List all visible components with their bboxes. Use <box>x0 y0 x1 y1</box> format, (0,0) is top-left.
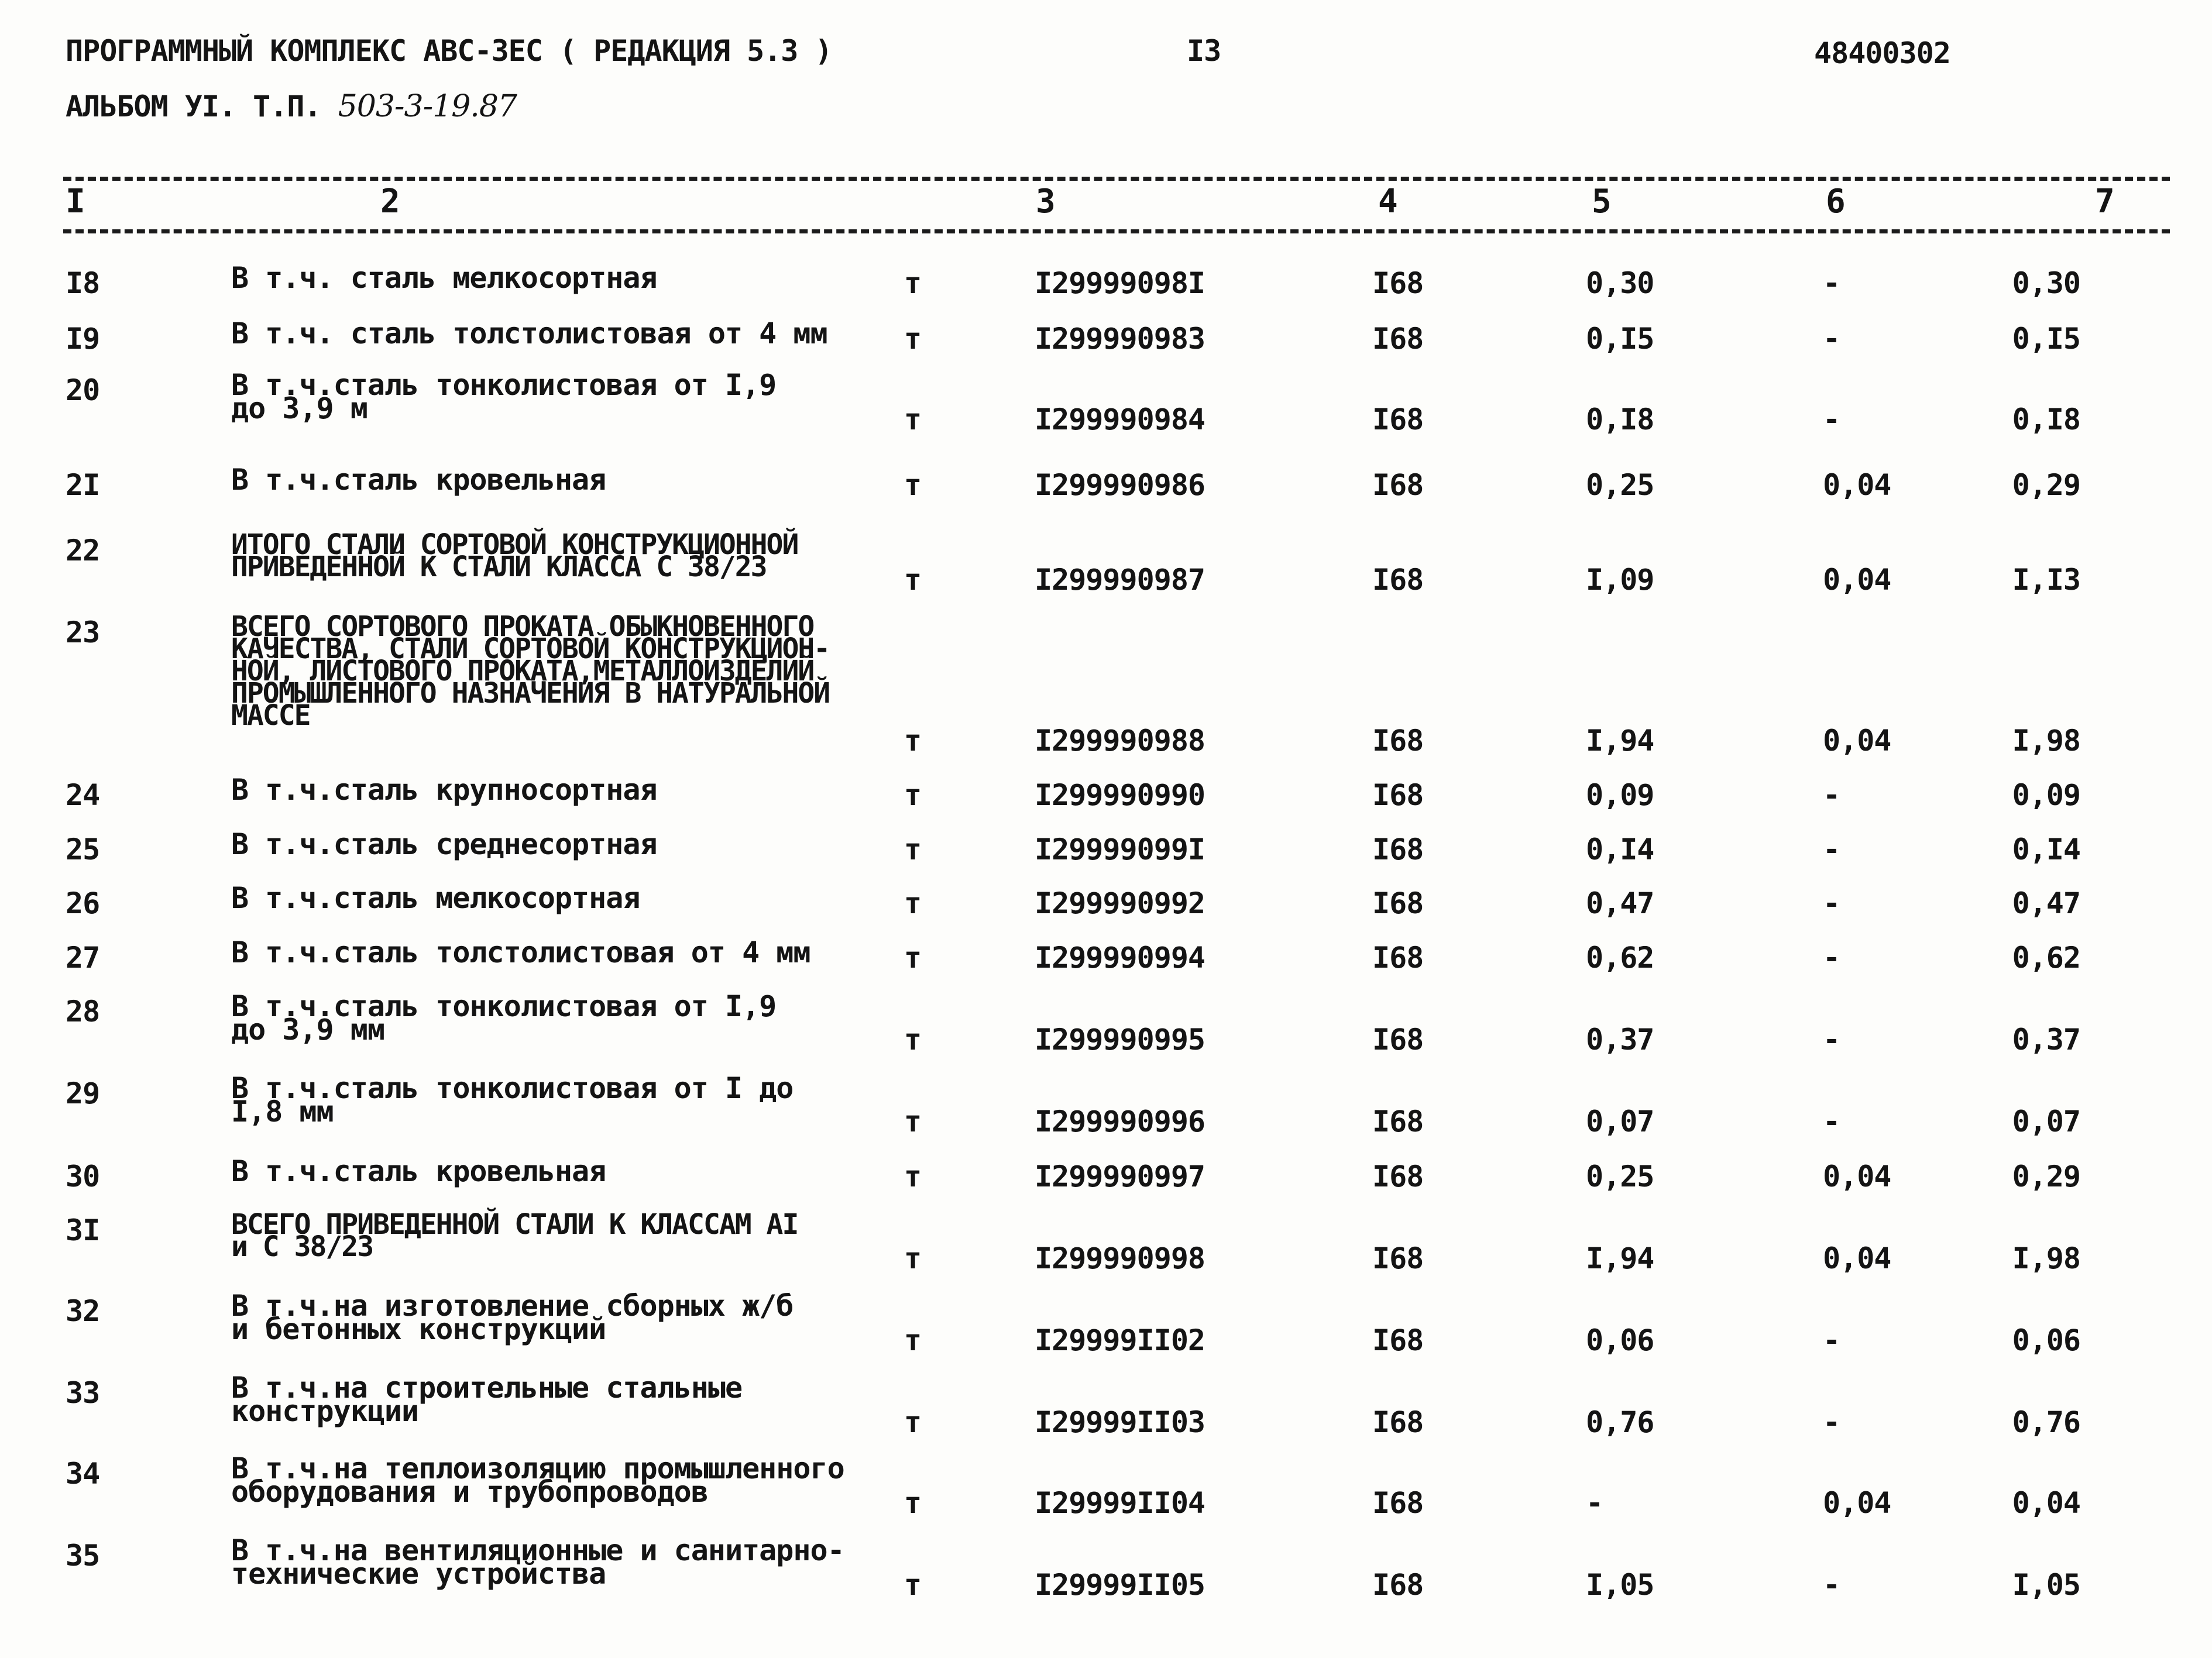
column-number-1: I <box>66 183 85 221</box>
code-cell: I29999II05 <box>1035 1568 1205 1602</box>
column-7-cell: I,I3 <box>2012 563 2080 597</box>
item-name: В т.ч.сталь тонколистовая от I,9 до 3,9 м <box>231 368 777 425</box>
column-5-cell: 0,37 <box>1586 1023 1654 1057</box>
column-5-cell: I,94 <box>1586 1241 1654 1275</box>
column-number-5: 5 <box>1592 183 1612 221</box>
item-name: В т.ч.сталь среднесортная <box>231 827 657 861</box>
code-cell: I29999098I <box>1035 266 1205 300</box>
code-cell: I299990995 <box>1035 1023 1205 1057</box>
unit-cell: т <box>904 1405 922 1439</box>
row-number: 26 <box>66 886 100 920</box>
column-5-cell: 0,25 <box>1586 468 1654 502</box>
column-6-cell: - <box>1823 778 1840 812</box>
column-number-6: 6 <box>1826 183 1846 221</box>
handwritten-project-number: 503-3-19.87 <box>338 89 517 124</box>
unit-cell: т <box>904 724 922 758</box>
item-name: В т.ч.на строительные стальные конструкции <box>231 1371 743 1428</box>
document-code: 48400302 <box>1814 36 1950 70</box>
column-6-cell: - <box>1823 941 1840 975</box>
column-6-cell: - <box>1823 1105 1840 1138</box>
item-name: В т.ч. сталь толстолистовая от 4 мм <box>231 317 827 350</box>
code-cell: I299990994 <box>1035 941 1205 975</box>
column-6-cell: - <box>1823 403 1840 436</box>
unit-cell: т <box>904 1023 922 1057</box>
column-4-cell: I68 <box>1372 1023 1424 1057</box>
code-cell: I299990988 <box>1035 724 1205 758</box>
code-cell: I299990983 <box>1035 322 1205 356</box>
code-cell: I299990997 <box>1035 1160 1205 1193</box>
item-name: В т.ч.сталь тонколистовая от I,9 до 3,9 мм <box>231 989 777 1047</box>
column-5-cell: 0,I8 <box>1586 403 1654 436</box>
column-7-cell: I,98 <box>2012 1241 2080 1275</box>
column-6-cell: - <box>1823 886 1840 920</box>
code-cell: I29999099I <box>1035 833 1205 866</box>
item-name: В т.ч. сталь мелкосортная <box>231 261 657 295</box>
column-4-cell: I68 <box>1372 322 1424 356</box>
code-cell: I299990998 <box>1035 1241 1205 1275</box>
item-name: ИТОГО СТАЛИ СОРТОВОЙ КОНСТРУКЦИОННОЙ ПРИВЕДЕННОЙ К СТАЛИ КЛАССА С 38/23 <box>231 528 798 583</box>
column-4-cell: I68 <box>1372 1241 1424 1275</box>
column-5-cell: 0,30 <box>1586 266 1654 300</box>
item-name: В т.ч.сталь кровельная <box>231 463 606 497</box>
column-7-cell: 0,37 <box>2012 1023 2080 1057</box>
column-5-cell: 0,76 <box>1586 1405 1654 1439</box>
column-7-cell: 0,I4 <box>2012 833 2080 866</box>
unit-cell: т <box>904 1568 922 1602</box>
column-4-cell: I68 <box>1372 724 1424 758</box>
column-5-cell: I,94 <box>1586 724 1654 758</box>
column-5-cell: I,05 <box>1586 1568 1654 1602</box>
row-number: 28 <box>66 995 100 1028</box>
column-4-cell: I68 <box>1372 1405 1424 1439</box>
unit-cell: т <box>904 1241 922 1275</box>
unit-cell: т <box>904 1486 922 1520</box>
row-number: 33 <box>66 1376 100 1410</box>
column-4-cell: I68 <box>1372 778 1424 812</box>
row-number: 32 <box>66 1294 100 1328</box>
column-7-cell: 0,04 <box>2012 1486 2080 1520</box>
column-4-cell: I68 <box>1372 1323 1424 1357</box>
column-6-cell: - <box>1823 1323 1840 1357</box>
item-name: В т.ч.сталь тонколистовая от I до I,8 мм <box>231 1071 794 1129</box>
column-7-cell: I,98 <box>2012 724 2080 758</box>
column-4-cell: I68 <box>1372 563 1424 597</box>
row-number: 25 <box>66 833 100 866</box>
item-name: В т.ч.сталь мелкосортная <box>231 881 640 915</box>
unit-cell: т <box>904 322 922 356</box>
column-7-cell: 0,07 <box>2012 1105 2080 1138</box>
code-cell: I29999II03 <box>1035 1405 1205 1439</box>
unit-cell: т <box>904 833 922 866</box>
row-number: 24 <box>66 778 100 812</box>
item-name: В т.ч.на теплоизоляцию промышленного оборудования и трубопроводов <box>231 1451 844 1509</box>
column-7-cell: 0,62 <box>2012 941 2080 975</box>
column-6-cell: - <box>1823 1568 1840 1602</box>
item-name: В т.ч.на изготовление сборных ж/б и бетонных конструкций <box>231 1289 794 1346</box>
column-7-cell: 0,I5 <box>2012 322 2080 356</box>
code-cell: I299990996 <box>1035 1105 1205 1138</box>
column-number-2: 2 <box>380 183 400 221</box>
column-7-cell: 0,30 <box>2012 266 2080 300</box>
row-number: 2I <box>66 468 100 502</box>
column-4-cell: I68 <box>1372 468 1424 502</box>
column-4-cell: I68 <box>1372 886 1424 920</box>
code-cell: I299990987 <box>1035 563 1205 597</box>
row-number: I8 <box>66 266 100 300</box>
page-number: I3 <box>1187 34 1221 68</box>
column-6-cell: 0,04 <box>1823 1241 1891 1275</box>
column-7-cell: 0,09 <box>2012 778 2080 812</box>
column-6-cell: 0,04 <box>1823 1160 1891 1193</box>
row-number: 30 <box>66 1160 100 1193</box>
column-5-cell: 0,62 <box>1586 941 1654 975</box>
column-7-cell: I,05 <box>2012 1568 2080 1602</box>
code-cell: I29999II02 <box>1035 1323 1205 1357</box>
column-5-cell: 0,I5 <box>1586 322 1654 356</box>
code-cell: I299990990 <box>1035 778 1205 812</box>
column-6-cell: 0,04 <box>1823 1486 1891 1520</box>
column-6-cell: 0,04 <box>1823 724 1891 758</box>
unit-cell: т <box>904 886 922 920</box>
column-4-cell: I68 <box>1372 941 1424 975</box>
row-number: 34 <box>66 1457 100 1491</box>
unit-cell: т <box>904 1323 922 1357</box>
unit-cell: т <box>904 778 922 812</box>
code-cell: I299990992 <box>1035 886 1205 920</box>
column-6-cell: 0,04 <box>1823 563 1891 597</box>
column-5-cell: 0,09 <box>1586 778 1654 812</box>
column-5-cell: I,09 <box>1586 563 1654 597</box>
row-number: 27 <box>66 941 100 975</box>
column-7-cell: 0,29 <box>2012 1160 2080 1193</box>
unit-cell: т <box>904 1105 922 1138</box>
unit-cell: т <box>904 468 922 502</box>
item-name: В т.ч.сталь крупносортная <box>231 773 657 807</box>
column-7-cell: 0,I8 <box>2012 403 2080 436</box>
code-cell: I299990986 <box>1035 468 1205 502</box>
column-6-cell: 0,04 <box>1823 468 1891 502</box>
column-4-cell: I68 <box>1372 403 1424 436</box>
column-7-cell: 0,29 <box>2012 468 2080 502</box>
column-number-3: 3 <box>1036 183 1056 221</box>
column-4-cell: I68 <box>1372 1160 1424 1193</box>
column-7-cell: 0,47 <box>2012 886 2080 920</box>
unit-cell: т <box>904 563 922 597</box>
program-title: ПРОГРАММНЫЙ КОМПЛЕКС АВС-3ЕС ( РЕДАКЦИЯ 5.3 ) <box>66 34 832 68</box>
code-cell: I299990984 <box>1035 403 1205 436</box>
unit-cell: т <box>904 266 922 300</box>
row-number: 29 <box>66 1076 100 1110</box>
column-4-cell: I68 <box>1372 1568 1424 1602</box>
column-5-cell: 0,I4 <box>1586 833 1654 866</box>
row-number: 23 <box>66 615 100 649</box>
album-prefix: АЛЬБОМ УI. Т.П. <box>66 90 321 123</box>
row-number: 22 <box>66 534 100 567</box>
column-4-cell: I68 <box>1372 833 1424 866</box>
item-name: В т.ч.сталь кровельная <box>231 1154 606 1188</box>
column-number-7: 7 <box>2095 183 2115 221</box>
column-7-cell: 0,06 <box>2012 1323 2080 1357</box>
column-5-cell: 0,47 <box>1586 886 1654 920</box>
column-6-cell: - <box>1823 1405 1840 1439</box>
row-number: 3I <box>66 1213 100 1247</box>
column-5-cell: - <box>1586 1486 1603 1520</box>
unit-cell: т <box>904 403 922 436</box>
column-4-cell: I68 <box>1372 266 1424 300</box>
column-5-cell: 0,25 <box>1586 1160 1654 1193</box>
column-6-cell: - <box>1823 266 1840 300</box>
row-number: 35 <box>66 1539 100 1573</box>
item-name: ВСЕГО ПРИВЕДЕННОЙ СТАЛИ К КЛАССАМ АI и С 38/23 <box>231 1208 798 1263</box>
code-cell: I29999II04 <box>1035 1486 1205 1520</box>
column-6-cell: - <box>1823 1023 1840 1057</box>
column-5-cell: 0,07 <box>1586 1105 1654 1138</box>
header-rule-bottom <box>63 229 2170 233</box>
column-6-cell: - <box>1823 833 1840 866</box>
column-4-cell: I68 <box>1372 1486 1424 1520</box>
column-number-4: 4 <box>1378 183 1398 221</box>
header-rule-top <box>63 177 2170 181</box>
row-number: 20 <box>66 373 100 407</box>
item-name: В т.ч.сталь толстолистовая от 4 мм <box>231 935 810 969</box>
column-4-cell: I68 <box>1372 1105 1424 1138</box>
album-reference <box>66 89 517 124</box>
item-name: В т.ч.на вентиляционные и санитарно- технические устройства <box>231 1533 844 1591</box>
column-7-cell: 0,76 <box>2012 1405 2080 1439</box>
item-name: ВСЕГО СОРТОВОГО ПРОКАТА ОБЫКНОВЕННОГО КАЧЕСТВА, СТАЛИ СОРТОВОЙ КОНСТРУКЦИОН- НОЙ, ЛИСТОВОГО ПРОКАТА,МЕТАЛЛОИЗДЕЛИЙ ПРОМЫШЛЕННОГО НАЗНАЧЕНИЯ В НАТУРАЛЬНОЙ МАССЕ <box>231 610 830 732</box>
column-6-cell: - <box>1823 322 1840 356</box>
unit-cell: т <box>904 1160 922 1193</box>
row-number: I9 <box>66 322 100 356</box>
unit-cell: т <box>904 941 922 975</box>
column-5-cell: 0,06 <box>1586 1323 1654 1357</box>
